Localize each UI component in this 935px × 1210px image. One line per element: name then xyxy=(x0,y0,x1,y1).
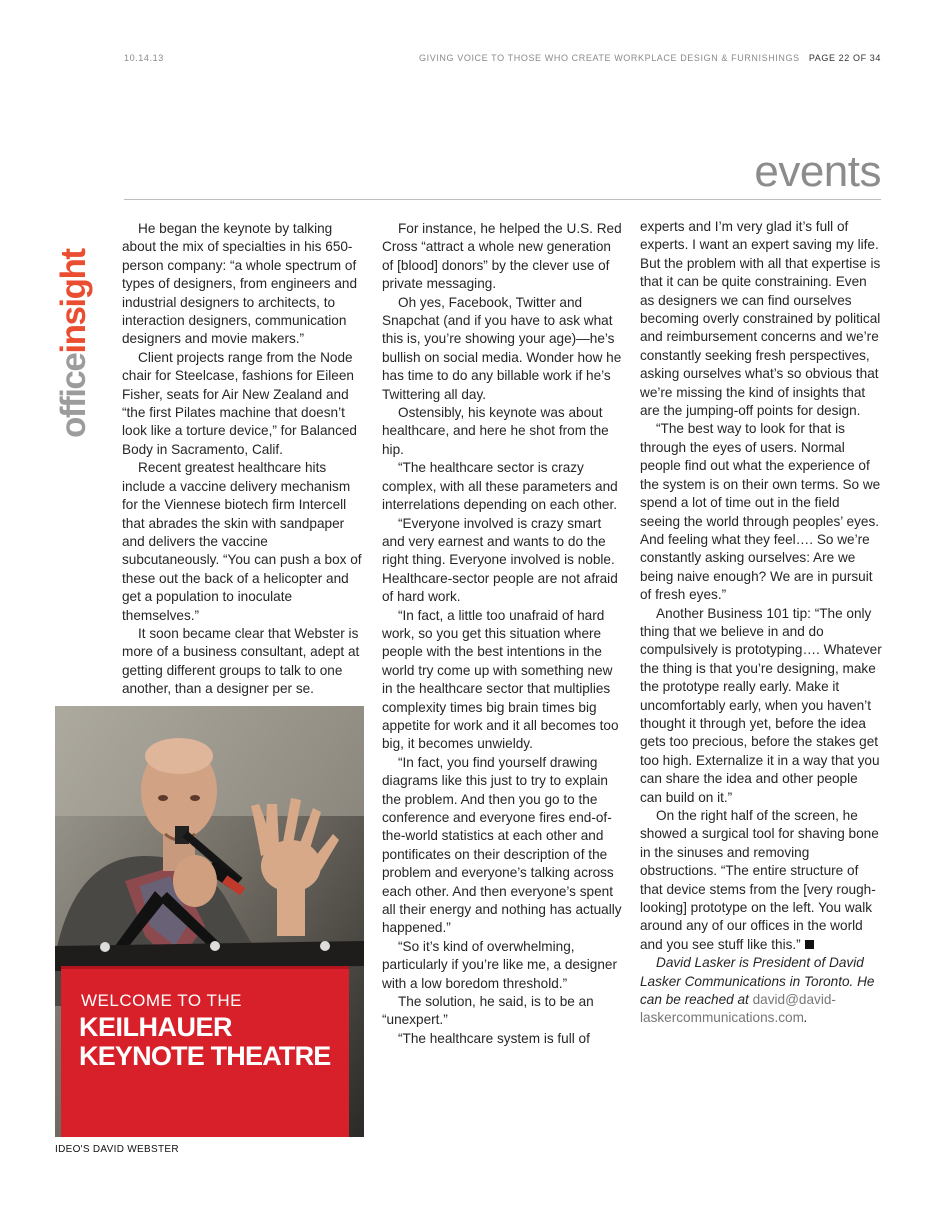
page-number: PAGE 22 OF 34 xyxy=(808,53,881,63)
closing-paragraph: On the right half of the screen, he showed a surgical tool for shaving bone in the sinuses and removing obstructions. “The entire structure of that device stems from the [very rough-looking] prototype on the left. You walk around any of our offices in the world and you see stuff like this.” xyxy=(640,808,879,952)
end-of-article-icon xyxy=(805,940,814,949)
paragraph: Recent greatest healthcare hits include a vaccine delivery mechanism for the Viennese biotech firm Intercell that abrades the skin with sandpaper and delivers the vaccine subcutaneously. “You can push a box of these out the back of a helicopter and get a population to inoculate themselves.” xyxy=(122,460,362,623)
author-email-link[interactable]: david@david-laskercommunications.com xyxy=(640,992,836,1026)
paragraph: Client projects range from the Node chair for Steelcase, fashions for Eileen Fisher, seats for Air New Zealand and “the first Pilates machine that doesn’t look like a torture device,” for Balanced Body in Sacramento, Calif. xyxy=(122,349,357,457)
paragraph: It soon became clear that Webster is more of a business consultant, adept at getting different groups to talk to one another, than a designer per se. xyxy=(122,625,360,697)
section-divider xyxy=(124,199,881,200)
paragraph: For instance, he helped the U.S. Red Cross “attract a whole new generation of [blood] donors” by the clever use of private messaging. xyxy=(382,221,622,292)
paragraph: “So it’s kind of overwhelming, particularly if you’re like me, a designer with a low boredom threshold.” xyxy=(382,938,617,991)
bio-end: . xyxy=(803,1010,808,1026)
article-column-2 xyxy=(382,220,624,1048)
podium-banner xyxy=(61,966,349,1137)
article-column-3 xyxy=(640,218,882,1028)
brand-insight: insight xyxy=(54,249,93,354)
author-bio xyxy=(640,954,882,1028)
section-title: events xyxy=(754,147,881,196)
paragraph: Another Business 101 tip: “The only thing that we believe in and do compulsively is prototyping…. Whatever the thing is that you’re designing, make the prototype really early. Make it uncomfortably early, when you haven’t thought it through yet, before the idea gets too precious, before the stakes get too high. Externalize it in a way that you can share the idea and other people can build on it.” xyxy=(640,605,882,805)
paragraph: “The healthcare system is full of xyxy=(398,1030,590,1046)
banner-line-2: KEILHAUER xyxy=(79,1012,233,1042)
paragraph: The solution, he said, is to be an “unexpert.” xyxy=(382,994,594,1028)
paragraph: “The healthcare sector is crazy complex, with all these parameters and interrelations depending on each other. xyxy=(382,460,618,513)
paragraph: “Everyone involved is crazy smart and very earnest and wants to do the right thing. Everyone involved is noble. Healthcare-sector people are not afraid of hard work. xyxy=(382,515,618,605)
paragraph xyxy=(640,807,882,954)
paragraph: He began the keynote by talking about the mix of specialties in his 650-person company: “a whole spectrum of types of designers, from engineers and industrial designers to architects, to interaction designers, communication designers and movie makers.” xyxy=(122,221,358,347)
bio-text: David Lasker is President of David Lasker Communications in Toronto. He can be reached at xyxy=(640,955,875,1008)
photo-caption: IDEO'S DAVID WEBSTER xyxy=(55,1144,179,1155)
paragraph: “In fact, a little too unafraid of hard work, so you get this situation where people with the best intentions in the world try come up with something new in the healthcare sector that multiplies complexity times big brain times big appetite for work and it all becomes too big, it becomes unwieldy. xyxy=(382,607,619,752)
banner-line-3: KEYNOTE THEATRE xyxy=(79,1041,331,1071)
publication-tagline: GIVING VOICE TO THOSE WHO CREATE WORKPLACE DESIGN & FURNISHINGS xyxy=(419,53,800,63)
paragraph: Ostensibly, his keynote was about healthcare, and here he shot from the hip. xyxy=(382,405,609,457)
paragraph: “The best way to look for that is through the eyes of users. Normal people find out what the experience of the system is on their own terms. So we spend a lot of time out in the field seeing the world through peoples’ eyes. And feeling what they feel…. So we’re constantly asking ourselves: Are we being naive enough? We are in pursuit of fresh eyes.” xyxy=(640,421,881,603)
banner-line-1: WELCOME TO THE xyxy=(81,991,242,1010)
paragraph: Oh yes, Facebook, Twitter and Snapchat (and if you have to ask what this is, you’re showing your age)—he’s bullish on social media. Wonder how he has time to do any billable work if he’s Twittering all day. xyxy=(382,294,622,402)
paragraph: “In fact, you find yourself drawing diagrams like this just to try to explain the problem. And then you go to the conference and everyone fires end-of-the-world statistics at each other and pontificates on their description of the problem and everyone’s talking across each other. And then everyone’s spent all their energy and nothing has actually happened.” xyxy=(382,754,622,936)
page-header xyxy=(419,53,881,63)
issue-date: 10.14.13 xyxy=(124,53,164,63)
article-column-1 xyxy=(122,220,364,699)
speaker-photo xyxy=(55,706,364,1137)
brand-office: office xyxy=(54,353,93,438)
paragraph-continued: experts and I’m very glad it’s full of experts. I want an expert saving my life. But the problem with all that expertise is that it can be quite constraining. Even as designers we can find ourselves becoming overly constrained by political and reimbursement concerns and we’re constantly seeking fresh perspectives, asking ourselves what’s so obvious that we’re missing the kind of insights that are the jumping-off points for design. xyxy=(640,219,881,419)
brand-logo xyxy=(56,249,91,438)
